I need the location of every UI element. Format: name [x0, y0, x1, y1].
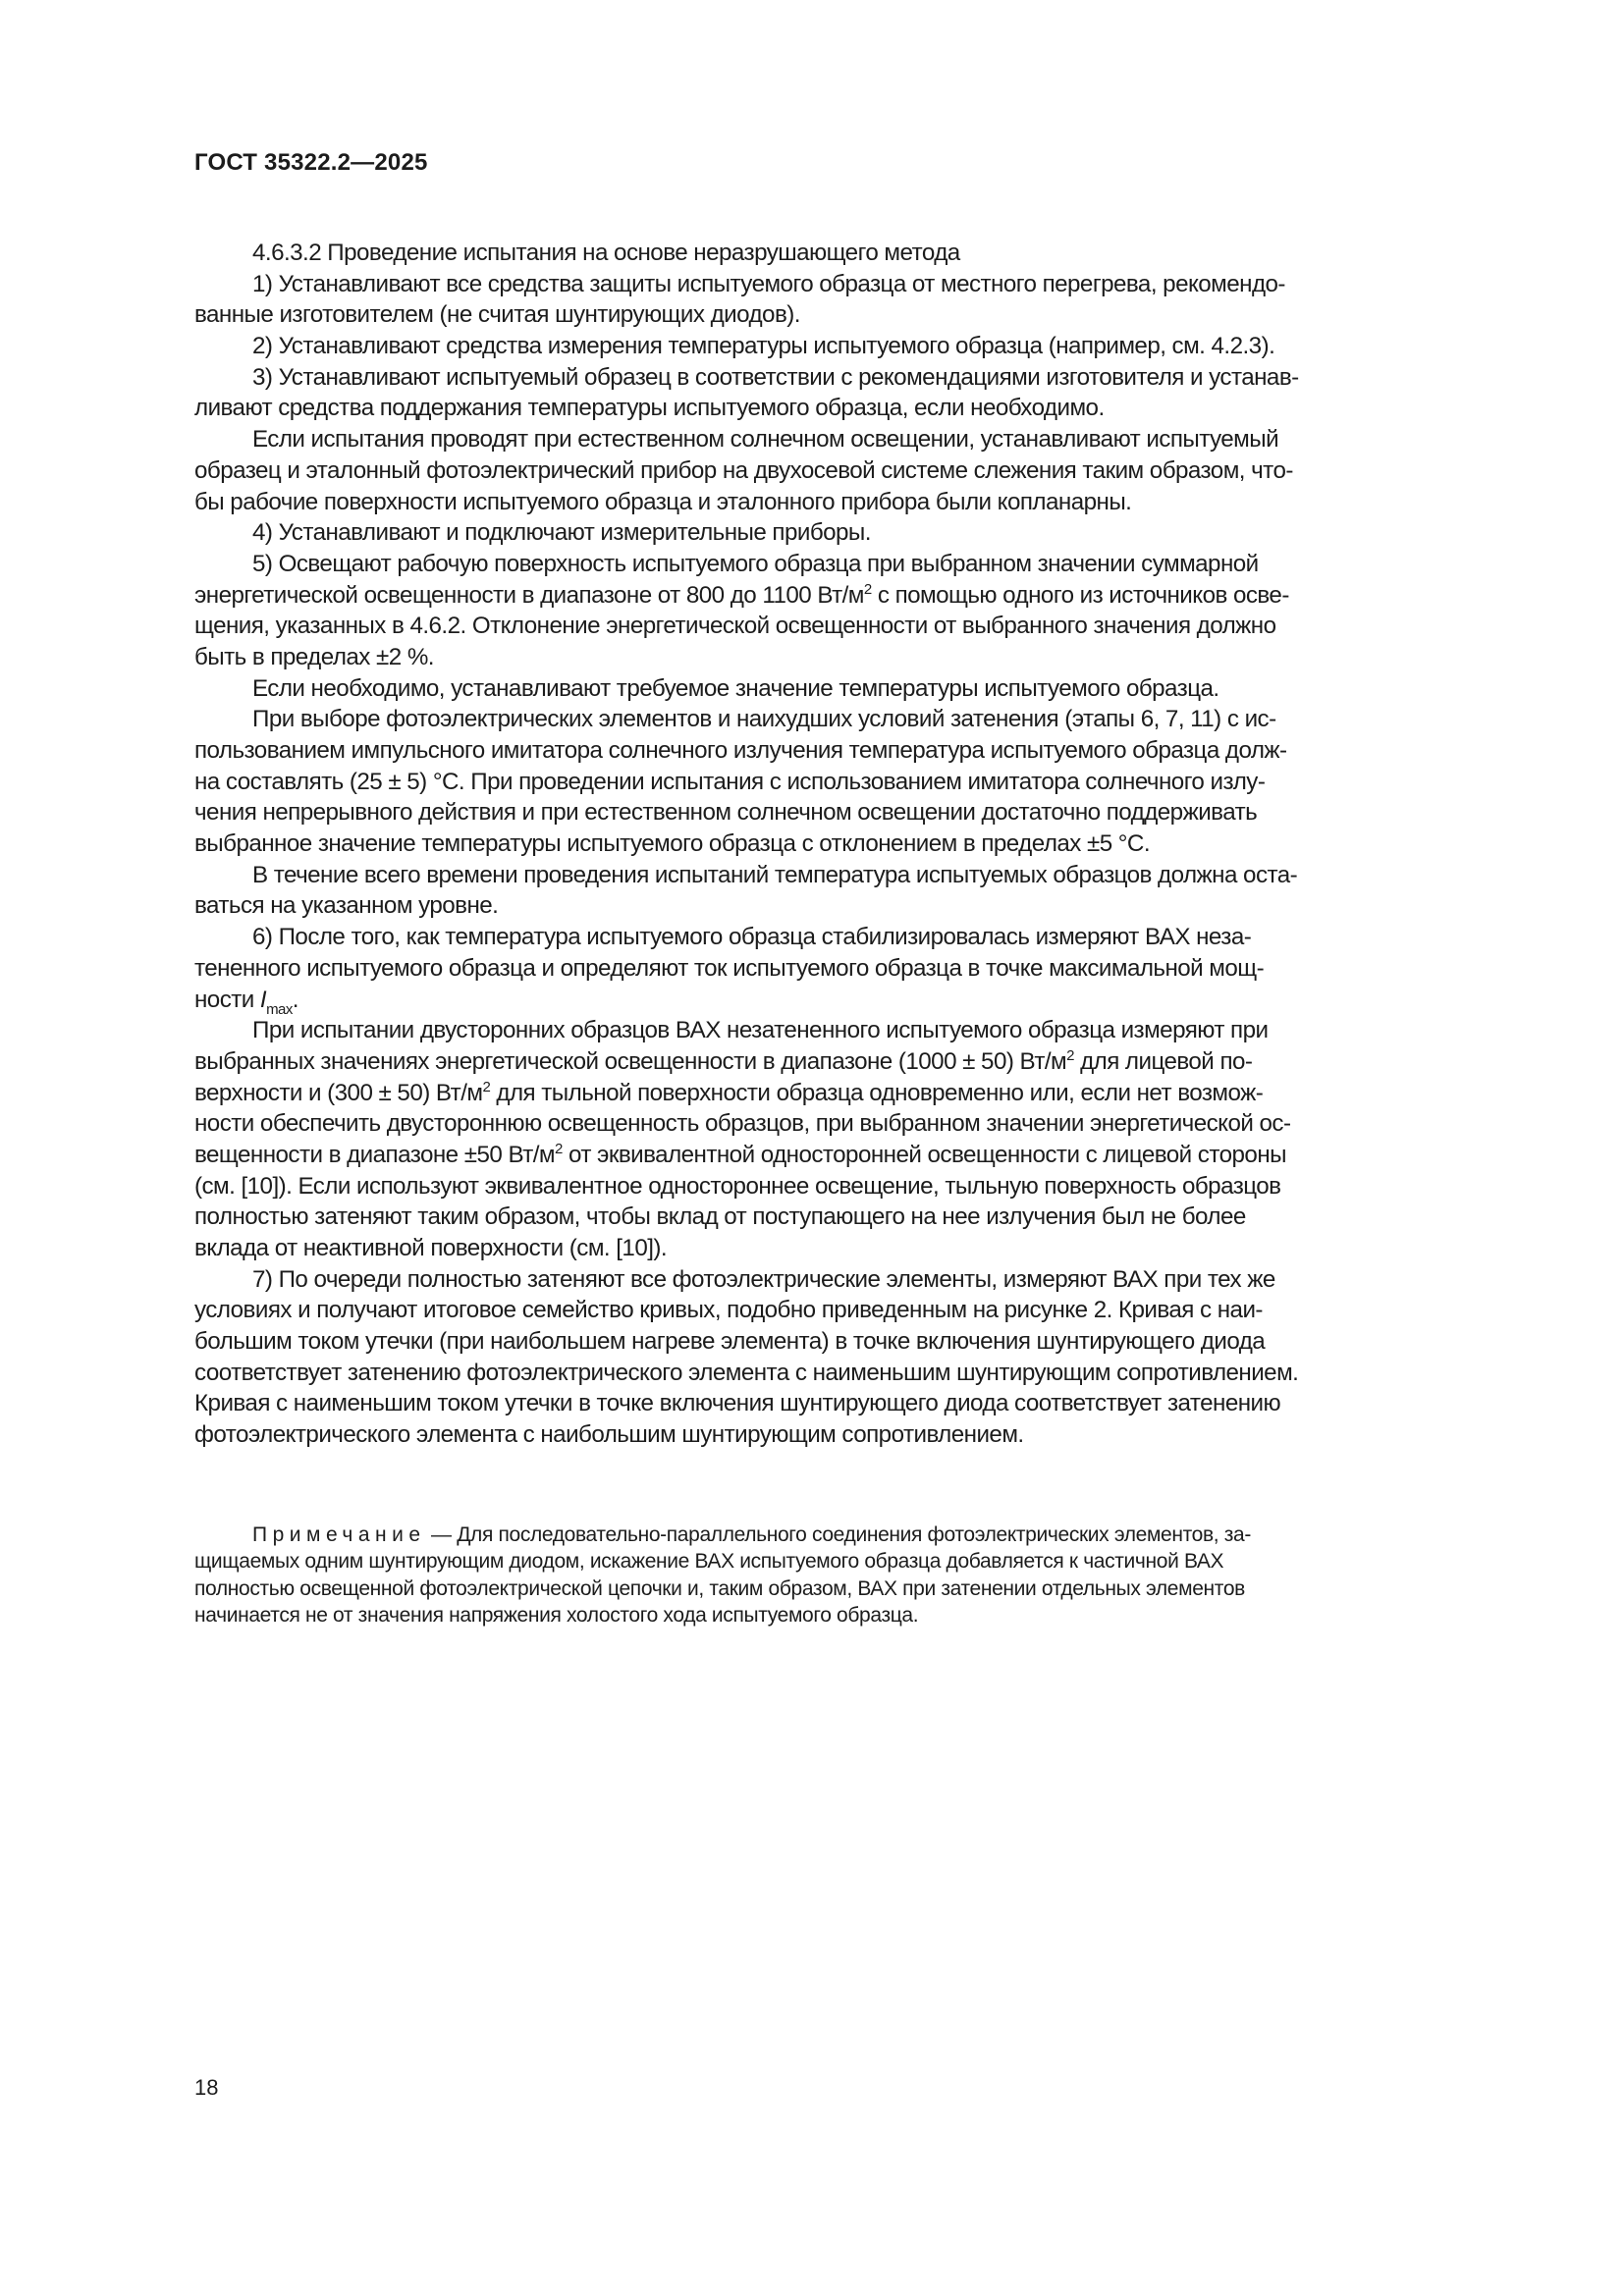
body-paragraphs [194, 269, 1527, 1451]
line-text: 4) Устанавливают и подключают измерительные приборы. [252, 519, 871, 547]
line-text: Если испытания проводят при естественном солнечном освещении, устанавливают испытуемый [252, 426, 1279, 454]
body-line [194, 890, 1527, 922]
body-line [194, 1046, 1527, 1078]
note-line-0: Для последовательно-параллельного соединения фотоэлектрических элементов, за- [457, 1523, 1252, 1546]
body-line [194, 828, 1527, 860]
line-text: ности [194, 986, 260, 1013]
document-body [194, 238, 1527, 1451]
body-line [194, 1108, 1527, 1140]
line-text: вклада от неактивной поверхности (см. [10]). [194, 1235, 668, 1261]
note-dash: — [425, 1523, 458, 1546]
line-text: тененного испытуемого образца и определяют ток испытуемого образца в точке максимальной мощ- [194, 954, 1265, 982]
body-line [194, 455, 1527, 487]
line-text: 3) Устанавливают испытуемый образец в соответствии с рекомендациями изготовителя и устанав- [252, 363, 1299, 391]
superscript: 2 [1066, 1046, 1074, 1064]
line-text: ванные изготовителем (не считая шунтирующих диодов). [194, 301, 800, 329]
line-text: Если необходимо, устанавливают требуемое значение температуры испытуемого образца. [252, 674, 1219, 702]
line-text: энергетической освещенности в диапазоне от 800 до 1100 Вт/м [194, 581, 864, 609]
line-text: фотоэлектрического элемента с наибольшим шунтирующим сопротивлением. [194, 1421, 1024, 1449]
body-line [194, 735, 1527, 767]
line-text: условиях и получают итоговое семейство кривых, подобно приведенным на рисунке 2. Кривая с наи- [194, 1297, 1263, 1324]
line-text: 5) Освещают рабочую поверхность испытуемого образца при выбранном значении суммарной [252, 550, 1259, 577]
subscript: max [266, 1000, 293, 1018]
body-line [194, 1140, 1527, 1171]
body-line [194, 611, 1527, 642]
body-line [194, 642, 1527, 673]
line-text: При выборе фотоэлектрических элементов и наихудших условий затенения (этапы 6, 7, 11) с ис- [252, 706, 1276, 733]
line-text: на составлять (25 ± 5) °С. При проведении испытания с использованием имитатора солнечного излу- [194, 768, 1266, 795]
body-line [194, 797, 1527, 828]
line-text-tail: с помощью одного из источников осве- [871, 581, 1289, 609]
line-text: верхности и (300 ± 50) Вт/м [194, 1079, 483, 1106]
body-line [194, 331, 1527, 362]
body-line [194, 1015, 1527, 1046]
body-line [194, 922, 1527, 953]
line-text: При испытании двусторонних образцов ВАХ незатененного испытуемого образца измеряют при [252, 1017, 1269, 1044]
line-text: ваться на указанном уровне. [194, 892, 499, 920]
line-text: большим током утечки (при наибольшем нагреве элемента) в точке включения шунтирующего диода [194, 1328, 1266, 1356]
superscript: 2 [863, 580, 872, 598]
body-line [194, 299, 1527, 331]
body-line [194, 1078, 1527, 1109]
body-line [194, 549, 1527, 580]
body-line [194, 580, 1527, 612]
line-text: 1) Устанавливают все средства защиты испытуемого образца от местного перегрева, рекомендо- [252, 270, 1285, 297]
variable-symbol: I [259, 986, 267, 1013]
line-text: (см. [10]). Если используют эквивалентное одностороннее освещение, тыльную поверхность образцов [194, 1172, 1281, 1200]
line-text-tail: для тыльной поверхности образца одновременно или, если нет возмож- [490, 1079, 1264, 1106]
body-line [194, 1388, 1527, 1419]
line-text: пользованием импульсного имитатора солнечного излучения температура испытуемого образца долж- [194, 737, 1287, 764]
line-text: чения непрерывного действия и при естественном солнечном освещении достаточно поддерживать [194, 799, 1258, 827]
page-number: 18 [194, 2075, 219, 2100]
line-text: выбранное значение температуры испытуемого образца с отклонением в пределах ±5 °С. [194, 830, 1151, 858]
line-text: 2) Устанавливают средства измерения температуры испытуемого образца (например, см. 4.2.3). [252, 333, 1275, 360]
body-line [194, 269, 1527, 300]
line-text: 7) По очереди полностью затеняют все фотоэлектрические элементы, измеряют ВАХ при тех же [252, 1265, 1275, 1293]
document-header: ГОСТ 35322.2—2025 [194, 149, 428, 176]
line-text-tail: для лицевой по- [1073, 1047, 1253, 1075]
line-text: быть в пределах ±2 %. [194, 643, 434, 670]
line-text: образец и эталонный фотоэлектрический прибор на двухосевой системе слежения таким образом, что- [194, 456, 1293, 484]
body-line [194, 1171, 1527, 1202]
body-line [194, 1358, 1527, 1389]
note-first-line [194, 1522, 1527, 1548]
line-text: ности обеспечить двустороннюю освещенность образцов, при выбранном значении энергетической ос- [194, 1110, 1291, 1138]
line-text: Кривая с наименьшим током утечки в точке включения шунтирующего диода соответствует затенению [194, 1390, 1281, 1417]
line-text: 6) После того, как температура испытуемого образца стабилизировалась измеряют ВАХ неза- [252, 924, 1252, 951]
body-line [194, 1233, 1527, 1264]
body-line [194, 362, 1527, 394]
note-block [194, 1522, 1527, 1629]
line-text: бы рабочие поверхности испытуемого образца и эталонного прибора были копланарны. [194, 488, 1132, 515]
body-line [194, 1201, 1527, 1233]
line-text: щения, указанных в 4.6.2. Отклонение энергетической освещенности от выбранного значения должно [194, 613, 1276, 640]
line-text-tail: от эквивалентной односторонней освещенности с лицевой стороны [562, 1141, 1286, 1168]
note-label: Примечание [252, 1523, 426, 1546]
note-line: начинается не от значения напряжения холостого хода испытуемого образца. [194, 1603, 919, 1627]
body-line [194, 985, 1527, 1016]
note-line: полностью освещенной фотоэлектрической цепочки и, таким образом, ВАХ при затенении отдельных элементов [194, 1576, 1245, 1600]
body-line [194, 1326, 1527, 1358]
body-line [194, 393, 1527, 424]
line-text: соответствует затенению фотоэлектрического элемента с наименьшим шунтирующим сопротивлением. [194, 1359, 1299, 1386]
superscript: 2 [555, 1140, 563, 1157]
body-line [194, 953, 1527, 985]
body-line [194, 424, 1527, 455]
line-text: выбранных значениях энергетической освещенности в диапазоне (1000 ± 50) Вт/м [194, 1047, 1067, 1075]
body-line [194, 487, 1527, 518]
section-heading: 4.6.3.2 Проведение испытания на основе неразрушающего метода [252, 240, 960, 266]
note-line: щищаемых одним шунтирующим диодом, искажение ВАХ испытуемого образца добавляется к частичной ВАХ [194, 1550, 1224, 1574]
body-line [194, 673, 1527, 705]
body-line [194, 1419, 1527, 1451]
line-text: ливают средства поддержания температуры испытуемого образца, если необходимо. [194, 395, 1105, 422]
line-text: вещенности в диапазоне ±50 Вт/м [194, 1141, 556, 1168]
body-line [194, 1264, 1527, 1296]
line-text: полностью затеняют таким образом, чтобы вклад от поступающего на нее излучения был не более [194, 1203, 1246, 1231]
body-line [194, 1295, 1527, 1326]
body-line [194, 860, 1527, 891]
superscript: 2 [482, 1078, 491, 1095]
body-line [194, 767, 1527, 798]
body-line [194, 517, 1527, 549]
line-text-tail: . [292, 986, 298, 1013]
line-text: В течение всего времени проведения испытаний температура испытуемых образцов должна оста- [252, 861, 1298, 888]
body-line [194, 704, 1527, 735]
